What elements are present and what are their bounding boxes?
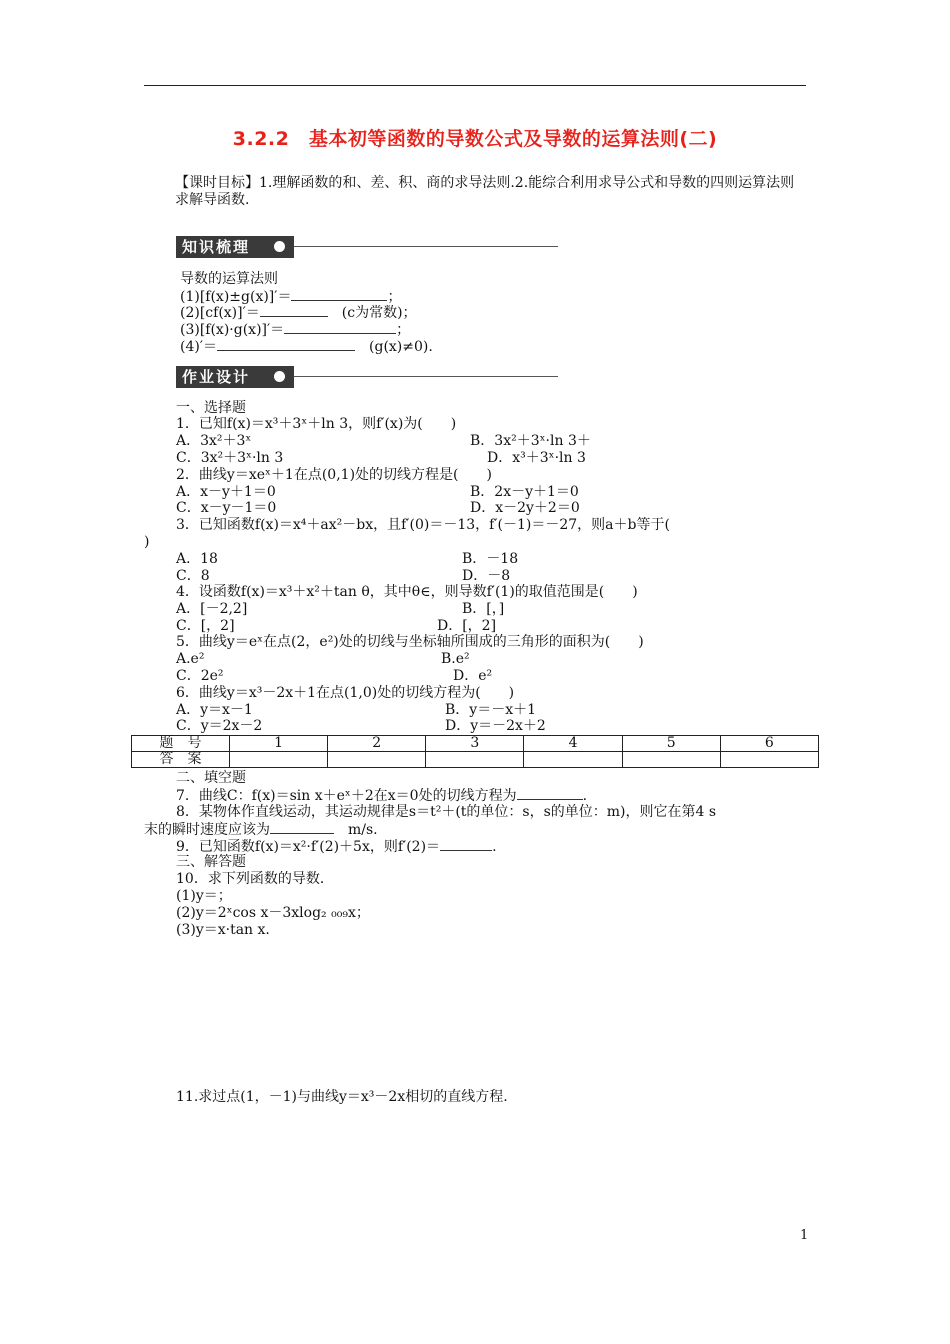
rule-text: (2)[cf(x)]′＝ <box>180 305 260 321</box>
question-7 <box>176 787 587 804</box>
question-stem: 3．已知函数f(x)＝x⁴＋ax²－bx，且f′(0)＝－13，f′(－1)＝－27，则a＋b等于( <box>176 517 670 533</box>
part1-heading: 一、选择题 <box>176 400 246 416</box>
rule-1 <box>180 288 401 305</box>
table-cell: 1 <box>230 736 328 752</box>
question-10-item: (1)y＝； <box>176 888 232 904</box>
option-b: B．－18 <box>462 551 519 567</box>
answer-cell[interactable] <box>524 752 622 768</box>
answer-cell[interactable] <box>720 752 818 768</box>
rule-4 <box>180 338 433 355</box>
question-text: 7．曲线C：f(x)＝sin x＋eˣ＋2在x＝0处的切线方程为 <box>176 788 517 804</box>
rule-suffix: ； <box>387 289 402 305</box>
option-b: B．[，] <box>462 601 505 617</box>
rule-text: (1)[f(x)±g(x)]′＝ <box>180 289 292 305</box>
question-stem: 4．设函数f(x)＝x³＋x²＋tan θ，其中θ∈，则导数f′(1)的取值范围是( ) <box>176 584 638 600</box>
answer-blank[interactable] <box>260 304 328 317</box>
question-stem: 5．曲线y＝eˣ在点(2，e²)处的切线与坐标轴所围成的三角形的面积为( ) <box>176 634 644 650</box>
table-cell: 4 <box>524 736 622 752</box>
option-d: D．x－2y＋2＝0 <box>470 500 580 516</box>
option-b: B．y＝－x＋1 <box>445 702 536 718</box>
row-label: 答 案 <box>132 752 230 768</box>
rule-text: (4)′＝ <box>180 339 218 355</box>
option-d: D．e² <box>453 668 493 684</box>
table-cell: 2 <box>328 736 426 752</box>
answer-blank[interactable] <box>217 338 355 351</box>
option-a: A．x－y＋1＝0 <box>176 484 276 500</box>
table-cell: 5 <box>622 736 720 752</box>
answer-blank[interactable] <box>440 838 492 851</box>
option-a: A．3x²＋3ˣ <box>176 433 252 449</box>
table-row <box>132 736 819 752</box>
question-suffix: m/s. <box>348 822 378 838</box>
table-row <box>132 752 819 768</box>
answer-blank[interactable] <box>284 321 396 334</box>
question-10: 10．求下列函数的导数． <box>176 871 334 887</box>
section-label-knowledge: 知识梳理 <box>176 236 294 258</box>
question-9 <box>176 838 497 855</box>
option-a: A．[－2,2] <box>176 601 248 617</box>
answer-blank[interactable] <box>291 288 387 301</box>
option-c: C．y＝2x－2 <box>176 718 263 734</box>
question-stem-cont: ) <box>144 534 150 550</box>
answer-cell[interactable] <box>230 752 328 768</box>
option-d: D．－8 <box>462 568 511 584</box>
section-rule <box>294 376 558 377</box>
bullet-dot-icon <box>274 241 285 252</box>
answer-blank[interactable] <box>270 821 334 834</box>
answer-cell[interactable] <box>622 752 720 768</box>
option-d: D．x³＋3ˣ·ln 3 <box>487 450 586 466</box>
question-stem: 6．曲线y＝x³－2x＋1在点(1,0)处的切线方程为( ) <box>176 685 515 701</box>
part2-heading: 二、填空题 <box>176 770 246 786</box>
question-8-cont <box>144 821 378 838</box>
question-11: 11.求过点(1，－1)与曲线y＝x³－2x相切的直线方程. <box>176 1089 508 1105</box>
objectives-label: 【课时目标】 <box>175 175 259 191</box>
rule-text: (3)[f(x)·g(x)]′＝ <box>180 322 285 338</box>
header-rule <box>144 85 806 86</box>
bullet-dot-icon <box>274 371 285 382</box>
answer-cell[interactable] <box>328 752 426 768</box>
knowledge-heading: 导数的运算法则 <box>180 271 278 287</box>
table-cell: 3 <box>426 736 524 752</box>
question-text: 末的瞬时速度应该为 <box>144 822 270 838</box>
page-title: 3.2.2 基本初等函数的导数公式及导数的运算法则(二) <box>232 128 718 150</box>
question-stem: 1．已知f(x)＝x³＋3ˣ＋ln 3，则f′(x)为( ) <box>176 416 457 432</box>
question-8: 8．某物体作直线运动，其运动规律是s＝t²＋(t的单位：s，s的单位：m)，则它在第4 s <box>176 804 717 820</box>
row-label: 题 号 <box>132 736 230 752</box>
lesson-objectives <box>175 175 808 209</box>
answer-table <box>131 735 819 768</box>
option-c: C．2e² <box>176 668 224 684</box>
question-text: 9．已知函数f(x)＝x²·f′(2)＋5x，则f′(2)＝ <box>176 839 441 855</box>
option-c: C．3x²＋3ˣ·ln 3 <box>176 450 284 466</box>
option-b: B.e² <box>441 651 470 667</box>
option-b: B．2x－y＋1＝0 <box>470 484 579 500</box>
option-b: B．3x²＋3ˣ·ln 3＋ <box>470 433 591 449</box>
option-a: A．18 <box>176 551 218 567</box>
question-10-item: (2)y＝2ˣcos x－3xlog₂ ₀₀₉x； <box>176 905 370 921</box>
option-c: C．x－y－1＝0 <box>176 500 277 516</box>
answer-blank[interactable] <box>517 787 583 800</box>
rule-suffix: ； <box>396 322 411 338</box>
rule-suffix: (g(x)≠0). <box>369 339 433 355</box>
option-a: A.e² <box>176 651 205 667</box>
question-10-item: (3)y＝x·tan x. <box>176 922 270 938</box>
option-d: D．y＝－2x＋2 <box>445 718 546 734</box>
rule-2 <box>180 304 417 321</box>
question-stem: 2．曲线y＝xeˣ＋1在点(0,1)处的切线方程是( ) <box>176 467 492 483</box>
option-c: C．8 <box>176 568 210 584</box>
option-c: C．[，2] <box>176 618 235 634</box>
question-suffix: . <box>492 839 497 855</box>
section-rule <box>294 246 558 247</box>
option-a: A．y＝x－1 <box>176 702 253 718</box>
page-number: 1 <box>800 1228 809 1243</box>
question-suffix: . <box>582 788 588 804</box>
table-cell: 6 <box>720 736 818 752</box>
section-label-homework: 作业设计 <box>176 366 294 388</box>
part3-heading: 三、解答题 <box>176 854 246 870</box>
rule-3 <box>180 321 410 338</box>
option-d: D．[，2] <box>437 618 497 634</box>
rule-suffix: (c为常数)； <box>341 305 417 321</box>
answer-cell[interactable] <box>426 752 524 768</box>
objectives-text: 1.理解函数的和、差、积、商的求导法则.2.能综合利用求导公式和导数的四则运算法则求解导函数. <box>175 175 795 208</box>
